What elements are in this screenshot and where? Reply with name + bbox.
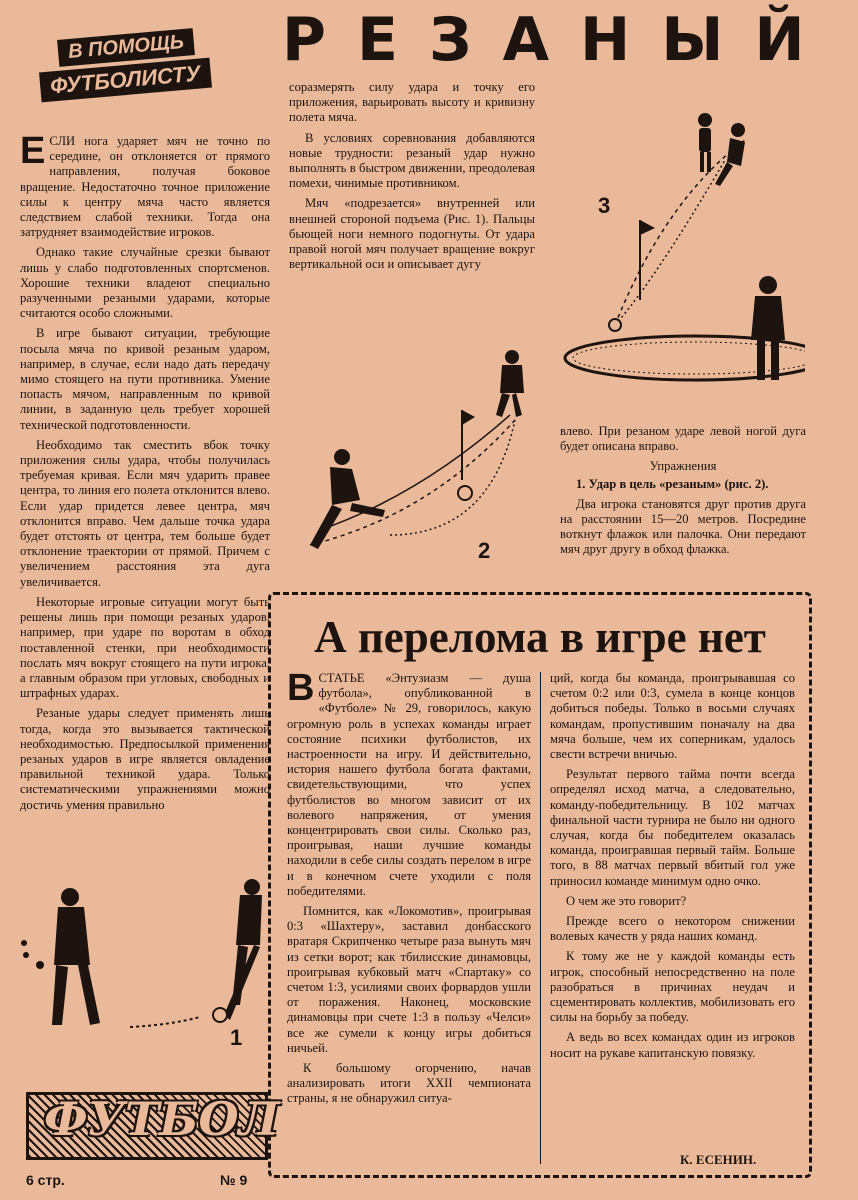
figure-2-label: 2	[478, 538, 491, 563]
paragraph: Необходимо так сместить вбок точку приложения силы удара, чтобы получилась требуемая кривая. Если мяч ударить правее центра, то линия его полета отклонится влево. Если удар придется левее центра, мяч отклонится вправо. Чем дальше точка удара будет отстоять от центра, тем больше будет отклонение траектории от прямой. Причем с увеличением расстояния эта дуга увеличивается.	[20, 437, 270, 589]
paragraph: СТАТЬЕ «Энтузиазм — душа футбола», опубликованной в «Футболе» № 29, говорилось, какую огромную роль в успехах команды играет состояние психики футболистов, их настроенности на игру. И действительно, история нашего футбола богата фактами, свидетельствующими, что успех футболистов во многом зависит от их волевого напряжения, от умения концентрировать свои силы. Сколько раз, проигрывая, наши лучшие команды находили в себе силы создать перелом в игре и в конечном счете уходили с поля победителями.	[287, 671, 531, 898]
paragraph: Некоторые игровые ситуации могут быть решены лишь при помощи резаных ударов, например, при ударе по воротам в обход поставленной стенки, при необходимости послать мяч вокруг стоящего на пути игрока, а главным образом при угловых, свободных и штрафных ударах.	[20, 594, 270, 701]
paragraph: Помнится, как «Локомотив», проигрывая 0:3 «Шахтеру», заставил донбасского вратаря Скрипченко четыре раза вынуть мяч из сетки ворот; как тбилисские динамовцы, проигрывая кубковый матч «Спартаку» со счетом 1:3, усилиями своих форвардов ушли от поражения. Наконец, московские динамовцы при счете 1:3 в пользу «Челси» все же сумели к концу игры добиться ничьей.	[287, 904, 531, 1055]
section-label-line1: В ПОМОЩЬ	[57, 28, 195, 67]
figure-3-label: 3	[598, 193, 611, 218]
article2-title: А перелома в игре нет	[314, 612, 766, 662]
dropcap: Е	[20, 134, 46, 172]
paragraph: В игре бывают ситуации, требующие посыла мяча по кривой резаным ударом, например, в случае, если надо дать передачу мимо стоящего на пути противника. Умение попасть мячом, направленным по кривой линии, в заданную цель требует хорошей технической подготовленности.	[20, 326, 270, 432]
section-label	[40, 30, 211, 99]
paragraph: Мяч «подрезается» внутренней или внешней стороной подъема (Рис. 1). Пальцы бьющей ноги немного подогнуты. От удара правой ногой мяч получает вращение вокруг вертикальной оси и описывает дугу	[289, 196, 535, 272]
figure-3	[545, 100, 805, 400]
paragraph: Прежде всего о некотором снижении волевых качеств у ряда наших команд.	[550, 914, 795, 944]
figure-2	[290, 345, 550, 570]
paragraph: Результат первого тайма почти всегда определял исход матча, а следовательно, команду-победительницу. В 102 матчах финальной части турнира не было ни одного случая, когда бы победителем оказалась команда, проигравшая первый тайм. Больше того, в 88 матчах первый вбитый гол уже приносил команде минимум одно очко.	[550, 767, 795, 888]
magazine-logo: ФУТБОЛ	[44, 1092, 280, 1146]
paragraph: А ведь во всех командах один из игроков носит на рукаве капитанскую повязку.	[550, 1030, 795, 1060]
paragraph: влево. При резаном ударе левой ногой дуга будет описана вправо.	[560, 424, 806, 454]
paragraph: О чем же это говорит?	[566, 893, 687, 908]
paragraph: Резаные удары следует применять лишь тогда, когда это вызывается тактической необходимостью. Предпосылкой применения резаных ударов в игре является овладение правильной техникой удара. Только систематическими упражнениями можно достичь умения правильно	[20, 706, 270, 812]
paragraph: соразмерять силу удара и точку его приложения, варьировать высоту и кривизну полета мяча.	[289, 80, 535, 125]
paragraph: Два игрока становятся друг против друга на расстоянии 15—20 метров. Посредине воткнут флажок или палочка. Они передают мяч друг другу в обход флажка.	[560, 496, 806, 557]
paragraph: ций, когда бы команда, проигрывавшая со счетом 0:2 или 0:3, сумела в конце концов добиться победы. Только в восьми случаях командам, пропустившим поначалу на два мяча больше, чем их соперникам, удалось свести встречи вничью.	[550, 671, 795, 762]
paragraph: В условиях соревнования добавляются новые трудности: резаный удар нужно выполнять в быстром движении, преодолевая помехи, чинимые противником.	[289, 130, 535, 191]
paragraph: К большому огорчению, начав анализировать итоги XXII чемпионата страны, я не обнаружил ситуа-	[287, 1061, 531, 1106]
article2-column1	[287, 671, 531, 1171]
paragraph: СЛИ нога ударяет мяч не точно по середине, он отклоняется от прямого направления, получая боковое вращение. Недостаточно точное приложение силы к центру мяча часто является следствием слабой техники. Тогда она затрудняет взаимодействие игроков.	[20, 134, 270, 240]
article1-column2	[289, 80, 535, 300]
page-number: 6 стр.	[26, 1172, 65, 1188]
article1-column1	[20, 134, 270, 869]
article-title: РЕЗАНЫЙ	[282, 5, 836, 75]
author: К. ЕСЕНИН.	[680, 1152, 757, 1167]
article1-column3	[560, 424, 806, 584]
exercises-heading: Упражнения	[649, 459, 717, 474]
issue-number: № 9	[220, 1172, 248, 1188]
figure-1-label: 1	[230, 1025, 243, 1050]
section-label-line2: ФУТБОЛИСТУ	[39, 58, 212, 103]
paragraph: Однако такие случайные срезки бывают лишь у слабо подготовленных спортсменов. Хорошие техники владеют специально разученными резаными ударами, которые считаются особо сложными.	[20, 245, 270, 321]
exercise-title: 1. Удар в цель «резаным» (рис. 2).	[576, 476, 769, 491]
dropcap: В	[287, 671, 315, 709]
article2-column2	[550, 671, 795, 1141]
column-divider	[540, 672, 541, 1164]
paragraph: К тому же не у каждой команды есть игрок, способный непосредственно на поле разобраться в причинах неудач и сцементировать коллектив, мобилизовать его силы на борьбу за победу.	[550, 949, 795, 1025]
